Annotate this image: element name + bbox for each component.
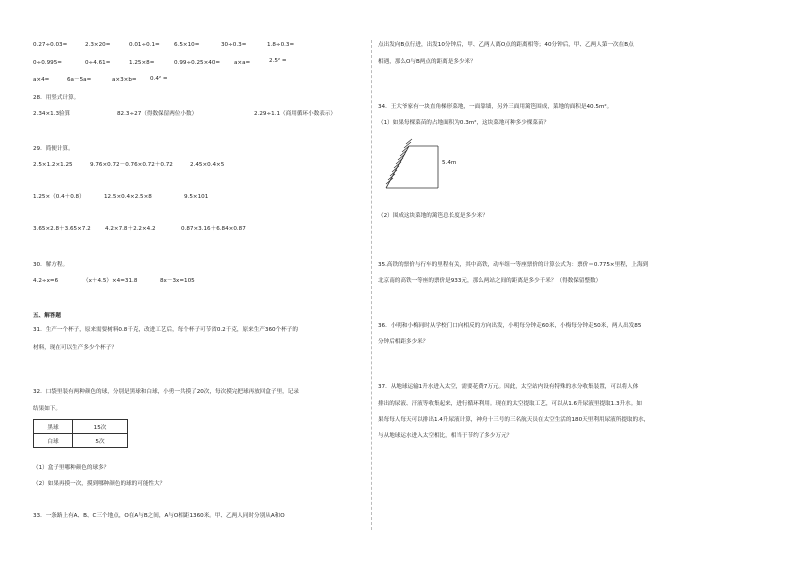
question-item: 8x－3x=105 [160, 278, 195, 284]
calc-item: a×a= [234, 60, 251, 66]
question-text: （2）围成这块菜地的篱笆总长度是多少米？ [378, 213, 488, 219]
question-text: 36．小明和小梅同时从学校门口向相反的方向出发，小明每分钟走60米，小梅每分钟走50米，两人出发85 [378, 323, 642, 329]
question-text: 排出的尿液、汗液等收集起来，进行循环利用。现在的太空提取工艺，可以从1.6升尿液里提取1.3升水。如 [378, 401, 642, 407]
calc-item: 1.25×8= [129, 60, 155, 66]
question-title: 28．用竖式计算。 [33, 95, 80, 101]
table-cell: 白球 [34, 434, 73, 448]
question-item: 2.45×0.4×5 [190, 162, 225, 168]
calc-item: 2.5² = [269, 58, 287, 64]
calc-item: a×4= [33, 77, 50, 83]
question-title: 30．解方程。 [33, 262, 69, 268]
question-text: 材料，现在可以生产多少个杯子？ [33, 345, 117, 351]
question-item: 4.2÷x=6 [33, 278, 59, 284]
question-text: （1）如果每棵菜苗的占地面积为0.3m²，这块菜地可种多少棵菜苗？ [378, 120, 550, 126]
question-text: 33．一条路上有A、B、C三个地点，O在A与B之间，A与O相距1360米。甲、乙两人同时分别从A和O [33, 513, 285, 519]
calc-item: 0.01÷0.1= [129, 42, 160, 48]
question-item: 9.76×0.72－0.76×0.72＋0.72 [90, 162, 173, 168]
question-text: （2）如果再摸一次，摸到哪种颜色的球的可能性大？ [33, 481, 166, 487]
calc-item: 0.4² = [150, 76, 168, 82]
question-item: 3.65×2.8＋3.65×7.2 [33, 226, 91, 232]
question-item: 1.25×（0.4＋0.8） [33, 194, 85, 200]
question-item: 9.5×101 [184, 194, 209, 200]
question-text: 37．从地球运输1升水进入太空，需要花费7万元。因此，太空站内设有特殊的水分收集装置，可以将人体 [378, 384, 639, 390]
question-text: 35.高铁的票价与行车的里程有关，其中高铁，动车组一等座票价的计算公式为：票价＝0.775×里程，上海到 [378, 262, 649, 268]
question-item: （x＋4.5）×4=31.8 [83, 278, 138, 284]
calc-item: 2.3×20= [85, 42, 111, 48]
question-item: 2.29÷1.1（商用循环小数表示） [254, 111, 336, 117]
calc-item: 0.27÷0.03= [33, 42, 68, 48]
question-text: 相遇，那么O与B两点的距离是多少米？ [378, 59, 476, 65]
calc-item: 30÷0.3= [221, 42, 247, 48]
table-row [34, 434, 128, 448]
question-item: 2.5×1.2×1.25 [33, 162, 73, 168]
column-divider [371, 40, 372, 530]
table-cell: 5次 [73, 434, 128, 448]
section-title: 五、解答题 [33, 313, 61, 319]
table-cell: 黑球 [34, 420, 73, 434]
question-text: （1）盒子里哪种颜色的球多？ [33, 465, 110, 471]
question-text: 34．王大爷家有一块直角梯形菜地，一面靠墙，另外三面用篱笆围成，菜地的面积是40.5m²。 [378, 104, 613, 110]
question-item: 12.5×0.4×2.5×8 [104, 194, 152, 200]
calc-item: 6.5×10= [174, 42, 200, 48]
question-text: 与从地球运水进入太空相比，相当于节约了多少万元？ [378, 433, 513, 439]
question-item: 0.87×3.16＋6.84×0.87 [181, 226, 246, 232]
question-text: 分钟后相距多少米？ [378, 339, 429, 345]
result-table [33, 419, 128, 448]
calc-item: a×3×b= [112, 77, 137, 83]
question-title: 29．简便计算。 [33, 146, 74, 152]
question-text: 北京南的高铁一等座的票价是933元，那么两站之间的距离是多少千米？（得数保留整数） [378, 278, 602, 284]
question-text: 31．生产一个杯子，原来需要树料0.8千克，改进工艺后，每个杯子可节省0.2千克，原来生产360个杯子的 [33, 327, 298, 333]
calc-item: 0.99÷0.25×40= [174, 60, 221, 66]
calc-item: 0÷4.61= [85, 60, 111, 66]
question-text: 点出发向B点行进，出发10分钟后，甲、乙两人离O点的距离相等；40分钟后，甲、乙两人第一次在B点 [378, 42, 634, 48]
question-item: 2.34×1.3验算 [33, 111, 71, 117]
figure-label: 5.4m [442, 160, 457, 166]
calc-item: 1.8÷0.3= [267, 42, 295, 48]
question-text: 32．口袋里装有两种颜色的球，分别是黑球和白球，小勇一共摸了20次，每次摸完把球再放回盒子里，记录 [33, 389, 299, 395]
calc-item: 6a－5a= [67, 77, 92, 83]
question-item: 82.3÷27（得数保留两位小数） [117, 111, 198, 117]
trapezoid-figure [380, 138, 440, 194]
question-text: 结果如下。 [33, 406, 61, 412]
question-item: 4.2×7.8＋2.2×4.2 [105, 226, 156, 232]
question-text: 果每每人每天可以排出1.4升尿液计算，神舟十三号的三名航天员在太空生活的180天里利用尿液所提取的水， [378, 417, 650, 423]
calc-item: 0÷0.995= [33, 60, 62, 66]
table-row [34, 420, 128, 434]
table-cell: 15次 [73, 420, 128, 434]
